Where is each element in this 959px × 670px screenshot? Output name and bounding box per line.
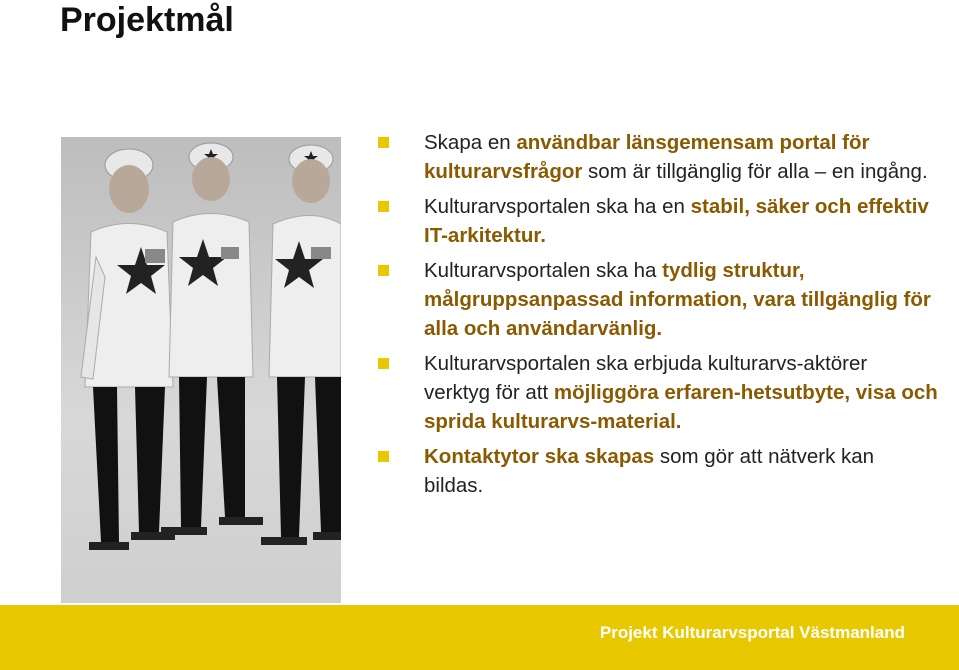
highlight-text: stabil, säker och effektiv IT-arkitektur. [424, 195, 929, 247]
body-text: Kulturarvsportalen ska erbjuda kulturarvs-aktörer verktyg för att [424, 352, 868, 404]
goal-bullet [378, 256, 938, 343]
bullet-square-icon [378, 137, 389, 148]
goal-bullet [378, 192, 938, 250]
footer-text: Projekt Kulturarvsportal Västmanland [599, 623, 905, 642]
goal-bullet [378, 442, 938, 500]
goal-bullet [378, 349, 938, 436]
goal-list [378, 128, 938, 506]
goal-bullet [378, 128, 938, 186]
bullet-square-icon [378, 451, 389, 462]
body-text: som gör att nätverk kan bildas. [424, 445, 875, 497]
bullet-square-icon [378, 201, 389, 212]
footer-bar [0, 605, 959, 670]
body-text: som är tillgänglig för alla – en ingång. [582, 160, 928, 183]
highlight-text: användbar länsgemensam portal för kulturarvsfrågor [424, 131, 870, 183]
slide-title: Projektmål [60, 1, 234, 39]
highlight-text: Kontaktytor ska skapas [424, 445, 655, 468]
body-text: Skapa en [424, 131, 517, 154]
bullet-square-icon [378, 265, 389, 276]
historical-skaters-photo [61, 137, 341, 603]
body-text: Kulturarvsportalen ska ha en [424, 195, 691, 218]
highlight-text: möjliggöra erfaren-hetsutbyte, visa och sprida kulturarvs-material. [424, 381, 938, 433]
body-text: Kulturarvsportalen ska ha [424, 259, 663, 282]
highlight-text: tydlig struktur, målgruppsanpassad information, vara tillgänglig för alla och användarvänlig. [424, 259, 931, 340]
bullet-square-icon [378, 358, 389, 369]
